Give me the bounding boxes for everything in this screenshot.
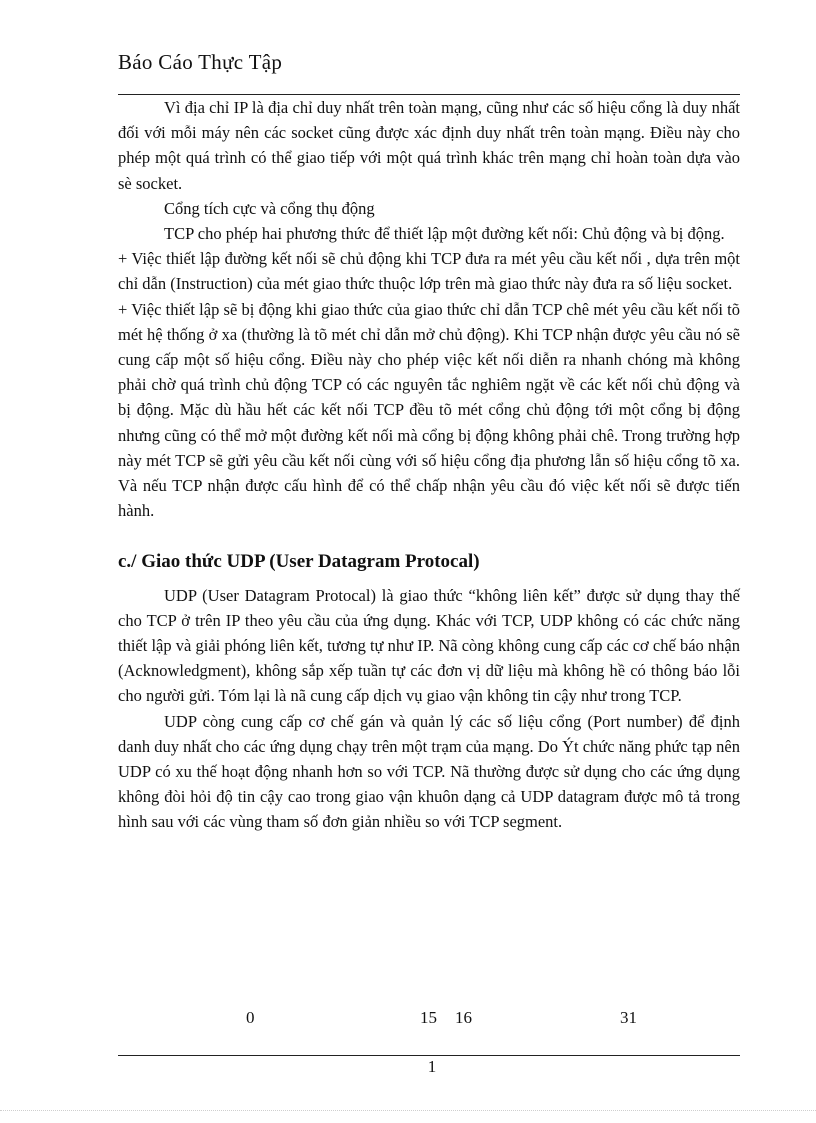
page-number: 1: [427, 1057, 437, 1076]
bit-label-31: 31: [620, 1008, 637, 1027]
page-header-title: Báo Cáo Thực Tập: [118, 50, 283, 74]
footer-divider: [118, 1055, 740, 1056]
bit-label-16: 16: [455, 1008, 472, 1027]
page-bottom-border: [0, 1110, 816, 1111]
bit-label-15: 15: [420, 1008, 437, 1027]
paragraph-tcp-connection-modes: TCP cho phép hai phương thức để thiết lập một đường kết nối: Chủ động và bị động.: [164, 224, 725, 244]
bit-label-0: 0: [246, 1008, 255, 1027]
paragraph-active-open: + Việc thiết lập đường kết nối sẽ chủ động khi TCP đưa ra mét yêu cầu kết nối , dựa trên một chỉ dẫn (Instruction) của mét giao thức thuộc lớp trên mà giao thức này đưa ra số liệu socket.: [118, 249, 740, 294]
udp-header-bit-scale: [118, 1008, 740, 1030]
paragraph-udp-ports: UDP còng cung cấp cơ chế gán và quản lý các số liệu cổng (Port number) để định danh duy nhất cho các ứng dụng chạy trên một trạm của mạng. Do Ýt chức năng phức tạp nên UDP có xu thế hoạt động nhanh hơn so với TCP. Nã thường được sử dụng cho các ứng dụng không đòi hỏi độ tin cậy cao trong giao vận khuôn dạng cả UDP datagram được mô tả trong hình sau với các vùng tham số đơn giản nhiều so với TCP segment.: [118, 711, 740, 832]
paragraph-socket-uniqueness: Vì địa chỉ IP là địa chỉ duy nhất trên toàn mạng, cũng như các số hiệu cổng là duy nhất đối với mỗi máy nên các socket cũng được xác định duy nhất trên toàn mạng. Điều này cho phép một quá trình có thể giao tiếp với một quá trình khác trên mạng chỉ hoàn toàn dựa vào sè socket.: [118, 98, 740, 193]
paragraph-udp-intro: UDP (User Datagram Protocal) là giao thức “không liên kết” được sử dụng thay thế cho TCP ở trên IP theo yêu cầu của ứng dụng. Khác với TCP, UDP không có các chức năng thiết lập và giải phóng liên kết, tương tự như IP. Nã còng không cung cấp các cơ chế báo nhận (Acknowledgment), không sắp xếp tuần tự các đơn vị dữ liệu mà không hề có thông báo lỗi cho người gửi. Tóm lại là nã cung cấp dịch vụ giao vận không tin cậy như trong TCP.: [118, 585, 740, 706]
section-heading-udp: c./ Giao thức UDP (User Datagram Protocal): [118, 551, 480, 573]
subsection-title-active-passive-ports: Cổng tích cực và cổng thụ động: [164, 198, 375, 218]
document-body: [118, 95, 740, 835]
paragraph-passive-open: + Việc thiết lập sẽ bị động khi giao thức của giao thức chỉ dẫn TCP chê mét yêu cầu kết nối tõ mét hệ thống ở xa (thường là tõ mét chỉ dẫn mở chủ động). Khi TCP nhận được yêu cầu nó sẽ cung cấp một số hiệu cổng. Điều này cho phép việc kết nối diễn ra nhanh chóng mà không phải chờ quá trình chủ động TCP có các nguyên tắc nghiêm ngặt về các kết nối chủ động và bị động. Mặc dù hầu hết các kết nối TCP đều tõ mét cổng chủ động tới một cổng bị động nhưng cũng có thể mở một đường kết nối mà cổng bị động không phải chê. Trong trường hợp này mét TCP sẽ gửi yêu cầu kết nối cùng với số hiệu cổng địa phương lẫn số hiệu cổng tõ xa. Và nếu TCP nhận được cấu hình để có thể chấp nhận yêu cầu đó việc kết nối sẽ được tiến hành.: [118, 299, 740, 521]
